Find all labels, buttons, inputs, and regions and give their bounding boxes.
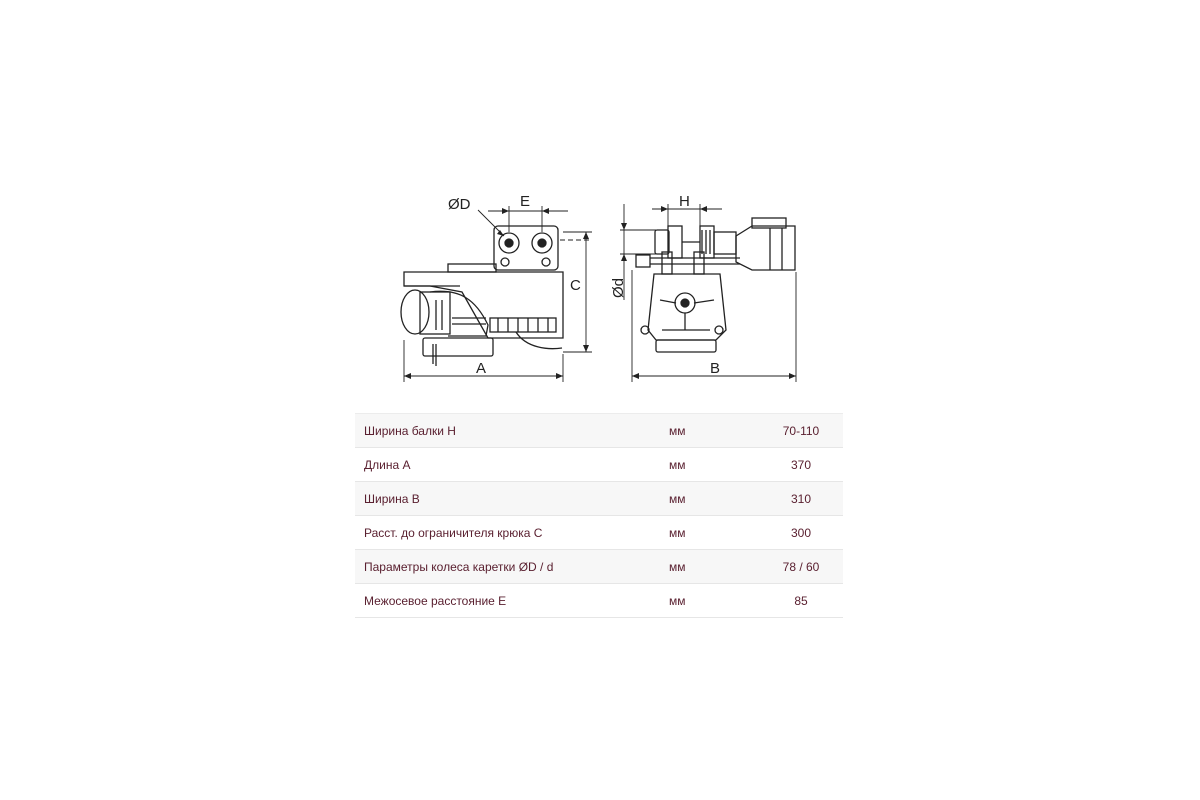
param-value: 78 / 60 <box>782 559 820 574</box>
param-name: Ширина балки H <box>364 423 456 438</box>
param-value: 370 <box>790 457 812 472</box>
front-view <box>620 204 796 382</box>
param-value: 70-110 <box>782 423 820 438</box>
label-A: A <box>476 360 487 377</box>
param-name: Параметры колеса каретки ØD / d <box>364 559 554 574</box>
table-row <box>355 550 843 584</box>
table-row <box>355 448 843 482</box>
label-C: C <box>570 277 581 294</box>
label-D: ØD <box>448 196 471 213</box>
param-name: Расст. до ограничителя крюка C <box>364 525 543 540</box>
label-E: E <box>520 193 531 210</box>
param-unit: мм <box>669 525 686 540</box>
param-unit: мм <box>669 593 686 608</box>
label-d: Ød <box>610 277 627 298</box>
table-row <box>355 584 843 618</box>
table-row <box>355 482 843 516</box>
param-unit: мм <box>669 559 686 574</box>
label-B: B <box>710 360 721 377</box>
specs-table <box>355 413 843 618</box>
param-name: Межосевое расстояние E <box>364 593 507 608</box>
side-view <box>401 206 592 382</box>
param-name: Ширина B <box>364 491 420 506</box>
param-unit: мм <box>669 457 686 472</box>
param-value: 310 <box>790 491 812 506</box>
param-name: Длина A <box>364 457 411 472</box>
param-unit: мм <box>669 423 686 438</box>
label-H: H <box>679 193 690 210</box>
param-unit: мм <box>669 491 686 506</box>
table-row <box>355 516 843 550</box>
param-value: 300 <box>790 525 812 540</box>
hoist-technical-drawing <box>380 185 820 390</box>
table-row <box>355 414 843 448</box>
param-value: 85 <box>794 593 808 608</box>
